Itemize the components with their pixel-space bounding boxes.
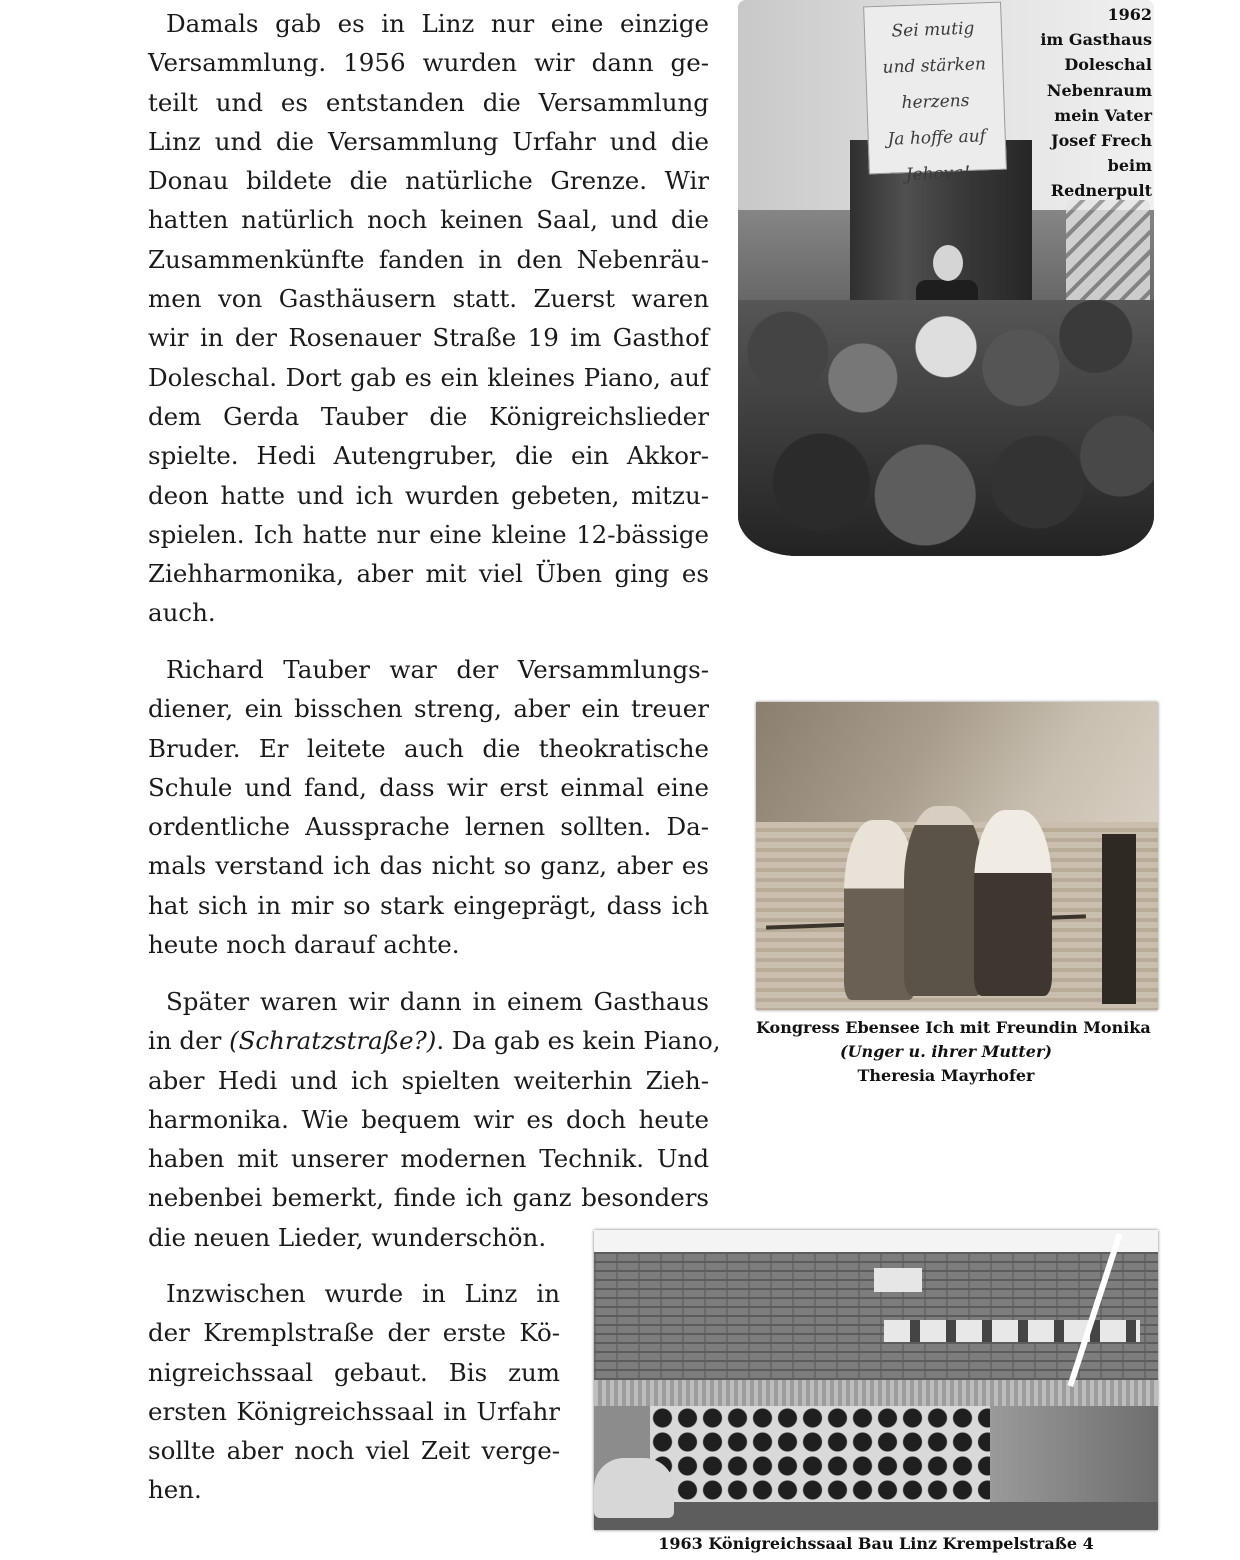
- banner-line: und stärken: [882, 54, 987, 78]
- banner-line: Jehova!: [905, 162, 971, 186]
- photo-post: [1102, 834, 1136, 1004]
- text-line: deon hatte und ich wurden gebeten, mitzu-: [148, 480, 709, 510]
- banner-line: Sei mutig: [891, 18, 975, 42]
- paragraph-4: [148, 1274, 560, 1510]
- text-line: hatten natürlich noch keinen Saal, und die: [148, 205, 709, 235]
- italic-street-name: (Schratzstraße?): [229, 1026, 437, 1056]
- text-line: ordentliche Aussprache lernen sollten. Da-: [148, 812, 709, 842]
- caption-line: 1962: [1107, 5, 1152, 24]
- text-line: sollte aber noch viel Zeit verge-: [148, 1436, 560, 1466]
- text-line: auch.: [148, 598, 216, 628]
- photo-audience: [738, 300, 1154, 556]
- caption-line: Rednerpult: [1050, 181, 1152, 201]
- text-line: Damals gab es in Linz nur eine einzige: [166, 9, 709, 38]
- caption-line: Doleschal: [1064, 55, 1152, 75]
- text-line: haben mit unserer modernen Technik. Und: [148, 1144, 709, 1174]
- text-line: nigreichssaal gebaut. Bis zum: [148, 1357, 560, 1387]
- text-line: teilt und es entstanden die Versammlung: [148, 87, 709, 117]
- paragraph-2: [148, 650, 709, 964]
- text-line: Zusammenkünfte fanden in den Nebenräu-: [148, 244, 709, 274]
- photo-kongress-ebensee: [756, 702, 1158, 1010]
- text-line: [148, 1021, 721, 1060]
- caption-run: Theresia Mayrhofer: [857, 1066, 1035, 1085]
- photo-glass-block-wall: [650, 1406, 990, 1502]
- caption-line: Kongress Ebensee Ich mit Freundin Monika: [756, 1018, 1151, 1037]
- text-line: der Kremplstraße der erste Kö-: [148, 1318, 560, 1348]
- photo-person-right: [974, 810, 1052, 996]
- photo-banner: [863, 2, 1007, 186]
- caption-line: beim: [1107, 156, 1152, 176]
- photo-car: [594, 1458, 674, 1518]
- text-line: Richard Tauber war der Versammlungs-: [166, 655, 709, 684]
- text-line: Später waren wir dann in einem Gasthaus: [166, 987, 709, 1016]
- caption-line: Nebenraum: [1046, 80, 1152, 100]
- photo-person-middle: [904, 806, 984, 996]
- text-line: Ziehharmonika, aber mit viel Üben ging es: [148, 559, 709, 589]
- text-line: Schule und fand, dass wir erst einmal eine: [148, 772, 709, 802]
- text-run: in der: [148, 1026, 230, 1056]
- text-line: mals verstand ich das nicht so ganz, aber es: [148, 851, 709, 881]
- paragraph-1: [148, 4, 709, 633]
- caption-line: mein Vater: [1054, 105, 1152, 125]
- caption-italic: (Unger u. ihrer Mutter): [840, 1042, 1052, 1061]
- photo-sign: [874, 1268, 922, 1292]
- text-line: Linz und die Versammlung Urfahr und die: [148, 126, 709, 156]
- photo-3-caption: 1963 Königreichssaal Bau Linz Krempelstraße 4: [658, 1534, 1094, 1553]
- text-line: Inzwischen wurde in Linz in: [166, 1279, 560, 1308]
- text-line: diener, ein bisschen streng, aber ein treuer: [148, 694, 709, 724]
- text-run: . Da gab es kein Piano,: [436, 1026, 721, 1056]
- text-line: harmonika. Wie bequem wir es doch heute: [148, 1104, 709, 1134]
- caption-line: Josef Frech: [1051, 131, 1152, 151]
- photo-1-caption: [1022, 2, 1152, 204]
- text-line: aber Hedi und ich spielten weiterhin Zieh-: [148, 1065, 709, 1095]
- caption-line: [756, 1040, 1136, 1088]
- text-line: spielen. Ich hatte nur eine kleine 12-bässige: [148, 519, 709, 549]
- photo-pennants: [1066, 200, 1150, 310]
- text-line: spielte. Hedi Autengruber, die ein Akkor-: [148, 441, 709, 471]
- text-line: wir in der Rosenauer Straße 19 im Gasthof: [148, 323, 709, 353]
- text-line: Donau bildete die natürliche Grenze. Wir: [148, 166, 709, 196]
- text-line: Bruder. Er leitete auch die theokratische: [148, 733, 709, 763]
- photo-speaker-head: [933, 245, 963, 281]
- text-line: dem Gerda Tauber die Königreichslieder: [148, 401, 709, 431]
- banner-line: Ja hoffe auf: [887, 126, 987, 150]
- banner-line: herzens: [901, 90, 970, 114]
- text-line: men von Gasthäusern statt. Zuerst waren: [148, 284, 709, 314]
- text-line: nebenbei bemerkt, finde ich ganz besonders: [148, 1183, 709, 1213]
- text-line: die neuen Lieder, wunderschön.: [148, 1222, 547, 1252]
- banner-text: [865, 17, 1007, 188]
- text-line: hat sich in mir so stark eingeprägt, dass ich: [148, 890, 709, 920]
- photo-koenigreichssaal-bau: [594, 1230, 1158, 1530]
- text-line: ersten Königreichssaal in Urfahr: [148, 1396, 560, 1426]
- caption-line: im Gasthaus: [1040, 30, 1152, 50]
- paragraph-3: [148, 982, 721, 1257]
- photo-window-row: [884, 1320, 1140, 1342]
- text-line: hen.: [148, 1475, 202, 1505]
- text-line: Versammlung. 1956 wurden wir dann ge-: [148, 48, 709, 78]
- text-line: Doleschal. Dort gab es ein kleines Piano, auf: [148, 362, 709, 392]
- text-line: heute noch darauf achte.: [148, 930, 460, 960]
- photo-2-caption: [756, 1016, 1151, 1088]
- photo-ground: [594, 1502, 1158, 1530]
